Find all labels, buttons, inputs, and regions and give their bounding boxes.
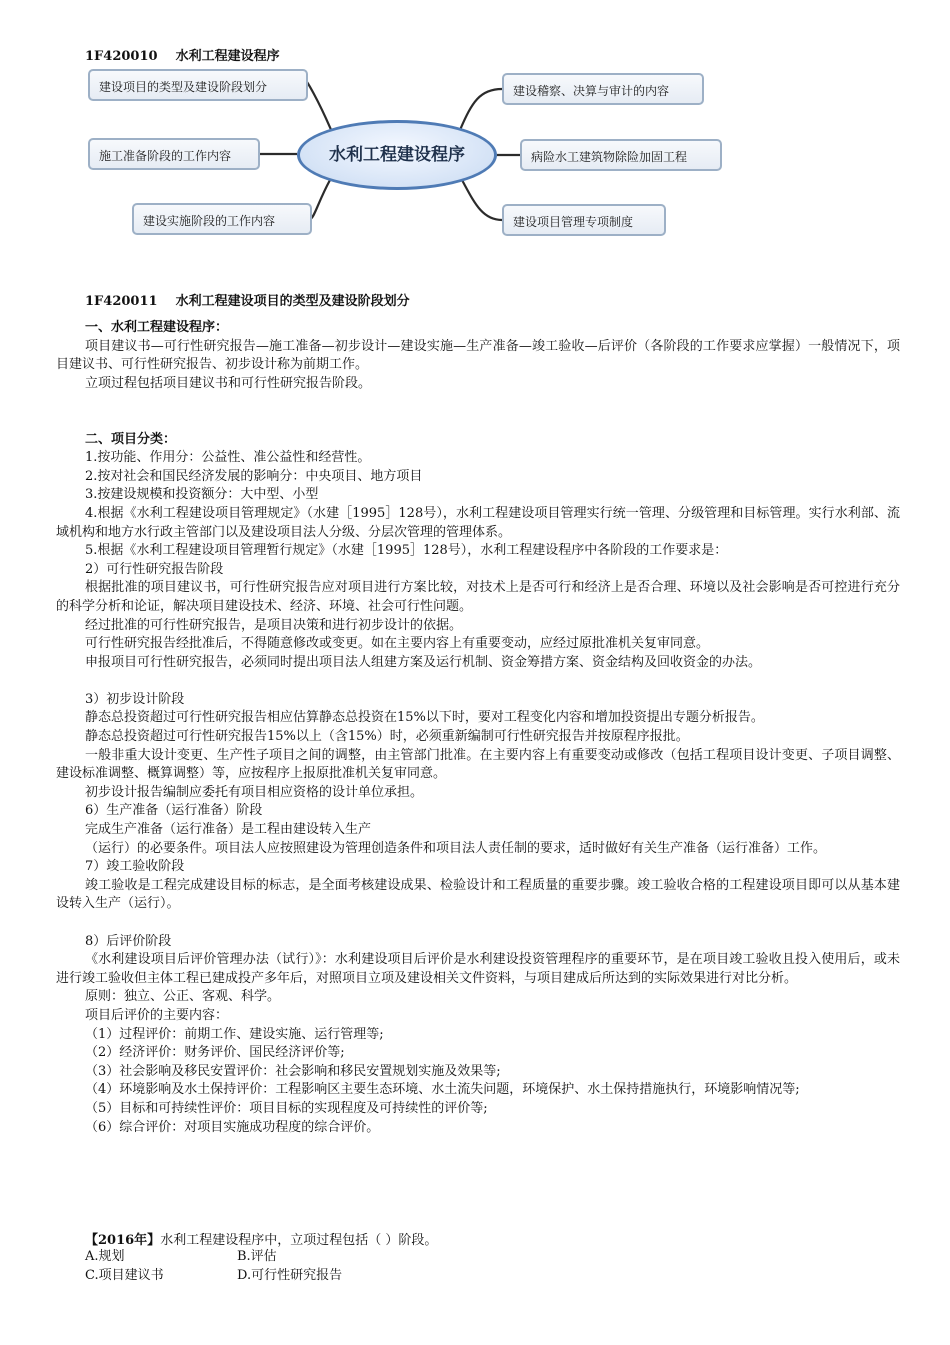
paragraph: 原则：独立、公正、客观、科学。 (85, 989, 281, 1005)
paragraph: 静态总投资超过可行性研究报告15%以上（含15%）时，必须重新编制可行性研究报告并按原程序报批。 (85, 729, 689, 745)
mind-map-center: 水利工程建设程序 (297, 120, 497, 190)
paragraph: 4.根据《水利工程建设项目管理规定》（水建［1995］128号），水利工程建设项目管理实行统一管理、分级管理和目标管理。实行水利部、流域机构和地方水行政主管部门以及建设项目法人分级、分层次管理的管理体系。 (56, 505, 900, 540)
option-c: C.项目建议书 (85, 1267, 164, 1283)
paragraph: 项目后评价的主要内容： (85, 1007, 229, 1023)
mind-map (82, 62, 732, 248)
paragraph: （2）经济评价：财务评价、国民经济评价等; (85, 1045, 345, 1061)
mind-map-node-left-3: 建设实施阶段的工作内容 (132, 203, 312, 235)
question-year: 【2016年】 (85, 1233, 161, 1248)
body-text (56, 319, 900, 1137)
section-heading-sub (85, 290, 410, 309)
connector-right-3 (462, 180, 502, 220)
paragraph: 申报项目可行性研究报告，必须同时提出项目法人组建方案及运行机制、资金筹措方案、资金结构及回收资金的办法。 (85, 654, 762, 670)
paragraph: 8）后评价阶段 (85, 933, 172, 949)
paragraph: 根据批准的项目建议书，可行性研究报告应对项目进行方案比较，对技术上是否可行和经济上是否合理、环境以及社会影响是否可控进行充分的科学分析和论证，解决项目建设技术、经济、环境、社会可行性问题。 (56, 580, 900, 614)
paragraph: 可行性研究报告经批准后，不得随意修改或变更。如在主要内容上有重要变动，应经过原批准机关复审同意。 (85, 636, 710, 652)
answer-options (85, 1248, 389, 1285)
mind-map-node-right-1: 建设稽察、决算与审计的内容 (502, 73, 704, 105)
connector-left-3 (310, 180, 330, 219)
paragraph: 项目建议书—可行性研究报告—施工准备—初步设计—建设实施—生产准备—竣工验收—后评价（各阶段的工作要求应掌握）一般情况下，项目建议书、可行性研究报告、初步设计称为前期工作。 (56, 338, 900, 373)
paragraph: （运行）的必要条件。项目法人应按照建设为管理创造条件和项目法人责任制的要求，适时做好有关生产准备（运行准备）工作。 (85, 840, 827, 856)
mind-map-node-left-2: 施工准备阶段的工作内容 (88, 138, 260, 170)
blank-line (56, 672, 900, 691)
connector-left-1 (307, 82, 332, 132)
paragraph: （1）过程评价：前期工作、建设实施、运行管理等; (85, 1026, 384, 1042)
paragraph: 静态总投资超过可行性研究报告相应估算静态总投资在15%以下时，要对工程变化内容和增加投资提出专题分析报告。 (85, 710, 764, 726)
option-b: B.评估 (237, 1249, 277, 1264)
paragraph: 7）竣工验收阶段 (85, 859, 185, 875)
paragraph: 6）生产准备（运行准备）阶段 (85, 803, 263, 819)
paragraph: 竣工验收是工程完成建设目标的标志，是全面考核建设成果、检验设计和工程质量的重要步骤。竣工验收合格的工程建设项目即可以从基本建设转入生产（运行）。 (56, 877, 900, 912)
paragraph: 完成生产准备（运行准备）是工程由建设转入生产 (85, 822, 372, 838)
mind-map-node-right-2: 病险水工建筑物除险加固工程 (520, 139, 722, 171)
paragraph: 5.根据《水利工程建设项目管理暂行规定》（水建［1995］128号），水利工程建设程序中各阶段的工作要求是： (85, 543, 728, 559)
question-stem: 水利工程建设程序中，立项过程包括（ ）阶段。 (160, 1233, 438, 1248)
paragraph: （5）目标和可持续性评价：项目目标的实现程度及可持续性的评价等; (85, 1100, 488, 1116)
blank-line (56, 393, 900, 412)
paragraph: 立项过程包括项目建议书和可行性研究报告阶段。 (85, 375, 372, 391)
option-d: D.可行性研究报告 (237, 1267, 343, 1283)
paragraph: 1.按功能、作用分：公益性、准公益性和经营性。 (85, 450, 371, 466)
paragraph: 3）初步设计阶段 (85, 691, 185, 707)
paragraph: 经过批准的可行性研究报告，是项目决策和进行初步设计的依据。 (85, 617, 463, 633)
section-title: 水利工程建设程序 (175, 49, 280, 64)
paragraph: 3.按建设规模和投资额分：大中型、小型 (85, 487, 319, 503)
paragraph: 《水利建设项目后评价管理办法（试行）》：水利建设项目后评价是水利建设投资管理程序的重要环节，是在项目竣工验收且投入使用后，或未进行竣工验收但主体工程已建成投产多年后，对照项目立项及建设相关文件资料，与项目建成后所达到的实际效果进行对比分析。 (56, 952, 900, 986)
blank-line (56, 914, 900, 933)
subsection-title: 水利工程建设项目的类型及建设阶段划分 (175, 294, 410, 309)
paragraph: 一般非重大设计变更、生产性子项目之间的调整，由主管部门批准。在主要内容上有重要变动或修改（包括工程项目设计变更、子项目调整、建设标准调整、概算调整）等，应按程序上报原批准机关复审同意。 (56, 747, 900, 782)
connector-right-1 (460, 89, 502, 130)
mind-map-node-right-3: 建设项目管理专项制度 (502, 204, 666, 236)
subsection-code: 1F420011 (85, 294, 158, 309)
mind-map-node-left-1: 建设项目的类型及建设阶段划分 (88, 69, 308, 101)
paragraph: （3）社会影响及移民安置评价：社会影响和移民安置规划实施及效果等; (85, 1063, 501, 1079)
paragraph: 2）可行性研究报告阶段 (85, 561, 224, 577)
section-code: 1F420010 (85, 49, 158, 64)
paragraph: （4）环境影响及水土保持评价：工程影响区主要生态环境、水土流失问题，环境保护、水土保持措施执行，环境影响情况等; (85, 1082, 800, 1098)
exam-question (85, 1229, 437, 1248)
subheading: 一、水利工程建设程序： (85, 320, 229, 335)
paragraph: 初步设计报告编制应委托有项目相应资格的设计单位承担。 (85, 784, 424, 800)
paragraph: 2.按对社会和国民经济发展的影响分：中央项目、地方项目 (85, 468, 423, 484)
option-a: A.规划 (85, 1249, 125, 1264)
blank-line (56, 412, 900, 431)
paragraph: （6）综合评价：对项目实施成功程度的综合评价。 (85, 1119, 380, 1135)
subheading: 二、项目分类： (85, 431, 177, 447)
